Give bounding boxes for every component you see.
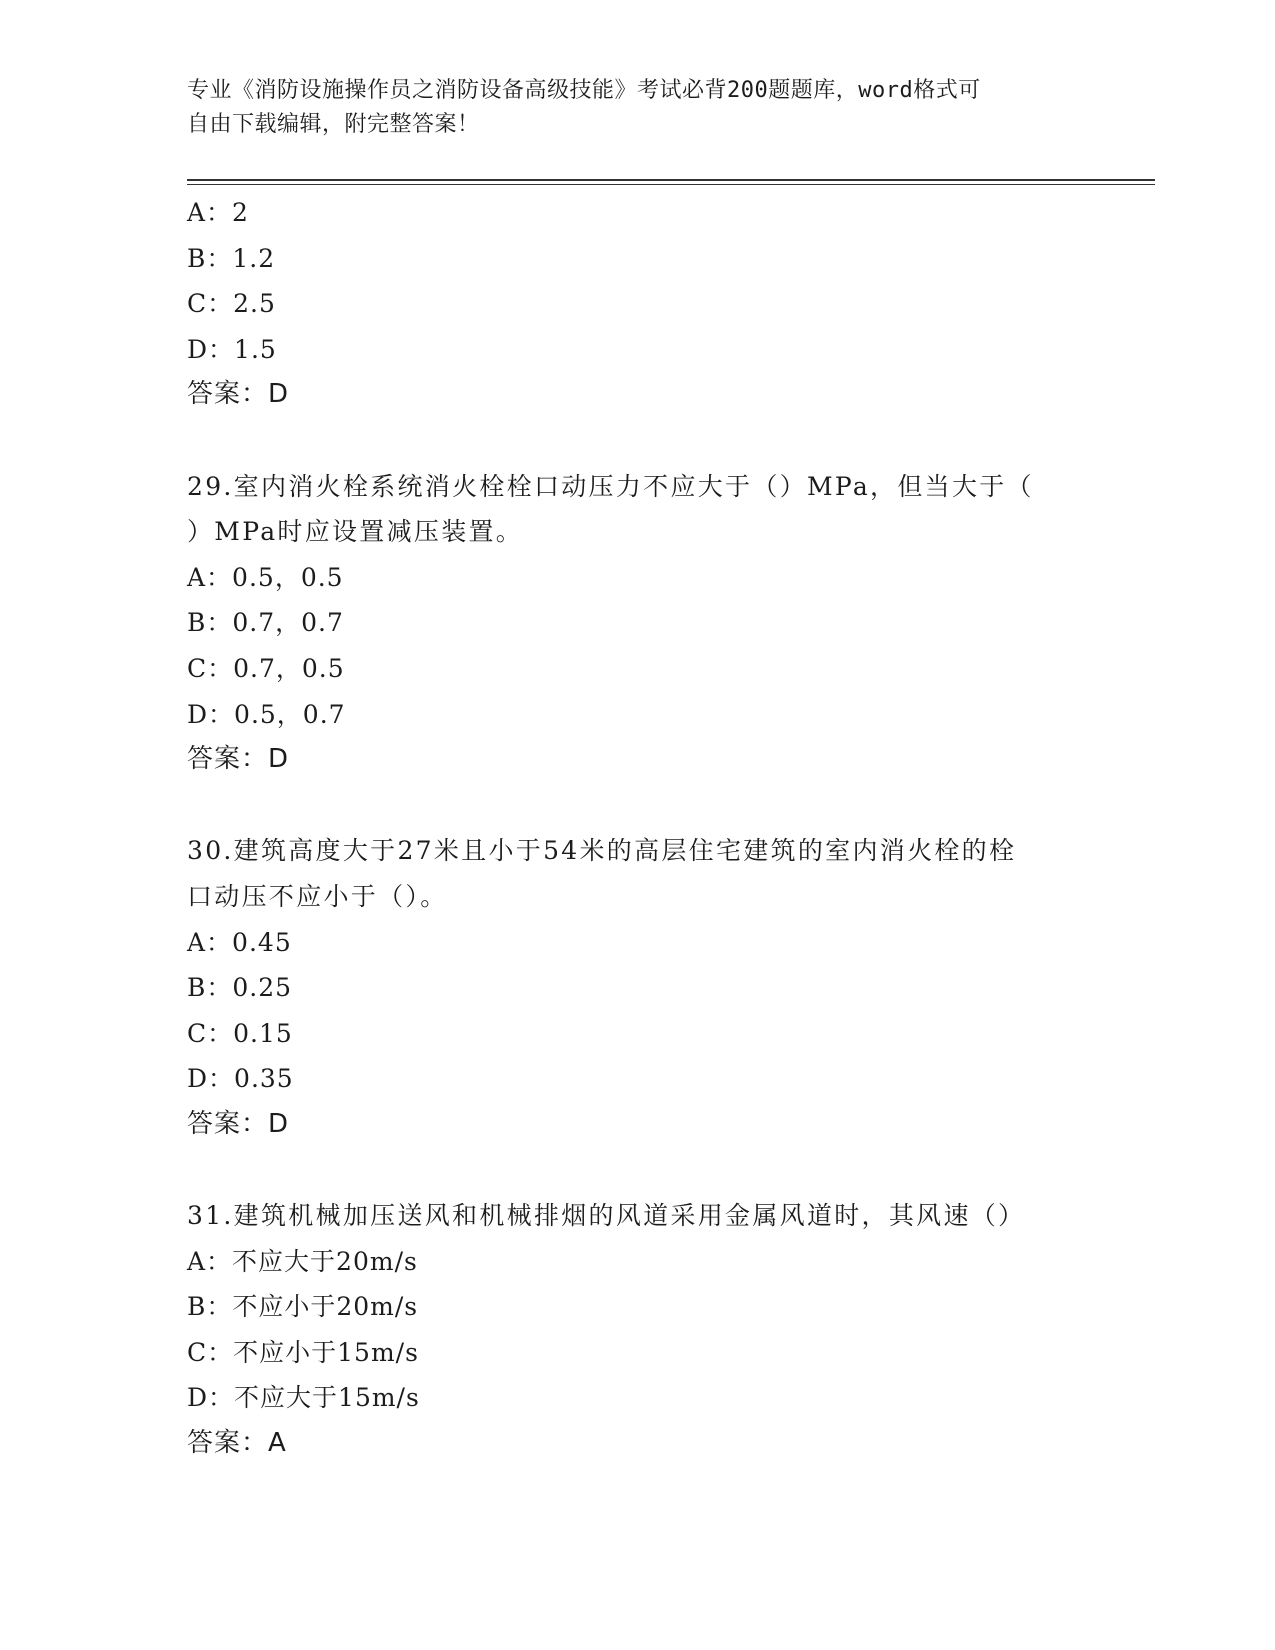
header-line-2: 自由下载编辑，附完整答案！ (187, 112, 480, 137)
answer-line: 答案：D (187, 744, 290, 775)
question-text-line-1: 29.室内消火栓系统消火栓栓口动压力不应大于（）MPa，但当大于（ (187, 471, 1034, 501)
option-c: C：0.15 (187, 1018, 293, 1048)
option-a: A：0.45 (187, 927, 292, 957)
spacer (187, 418, 1087, 464)
option-a: A：不应大于20m/s (187, 1246, 418, 1276)
option-d: D：0.5，0.7 (187, 699, 346, 729)
question-31 (187, 1193, 1087, 1467)
question-text-line-1: 31.建筑机械加压送风和机械排烟的风道采用金属风道时，其风速（） (187, 1201, 1026, 1231)
option-d: D：1.5 (187, 334, 277, 364)
option-c: C：不应小于15m/s (187, 1337, 419, 1367)
option-d: D：不应大于15m/s (187, 1383, 420, 1413)
answer-line: 答案：A (187, 1428, 287, 1459)
option-a: A：2 (187, 198, 249, 227)
header-line-1: 专业《消防设施操作员之消防设备高级技能》考试必背200题题库，word格式可 (187, 78, 981, 103)
previous-question-block (187, 190, 1087, 418)
option-c: C：2.5 (187, 289, 276, 319)
option-b: B：1.2 (187, 243, 276, 273)
question-text-line-2: ）MPa时应设置减压装置。 (187, 517, 524, 547)
answer-line: 答案：D (187, 1108, 290, 1139)
option-d: D：0.35 (187, 1064, 294, 1094)
question-text-line-2: 口动压不应小于（）。 (187, 881, 448, 911)
question-content (187, 190, 1087, 1467)
question-30 (187, 828, 1087, 1147)
spacer (187, 1147, 1087, 1193)
question-text-line-1: 30.建筑高度大于27米且小于54米的高层住宅建筑的室内消火栓的栓 (187, 836, 1017, 866)
spacer (187, 783, 1087, 829)
header-rule-thick (187, 179, 1155, 181)
option-b: B：0.25 (187, 973, 293, 1003)
answer-line: 答案：D (187, 379, 290, 410)
header-rule-thin (187, 184, 1155, 185)
question-29 (187, 464, 1087, 783)
option-a: A：0.5，0.5 (187, 562, 344, 592)
option-b: B：不应小于20m/s (187, 1292, 419, 1322)
option-b: B：0.7，0.7 (187, 608, 344, 638)
document-header (187, 74, 1087, 142)
option-c: C：0.7，0.5 (187, 653, 345, 683)
